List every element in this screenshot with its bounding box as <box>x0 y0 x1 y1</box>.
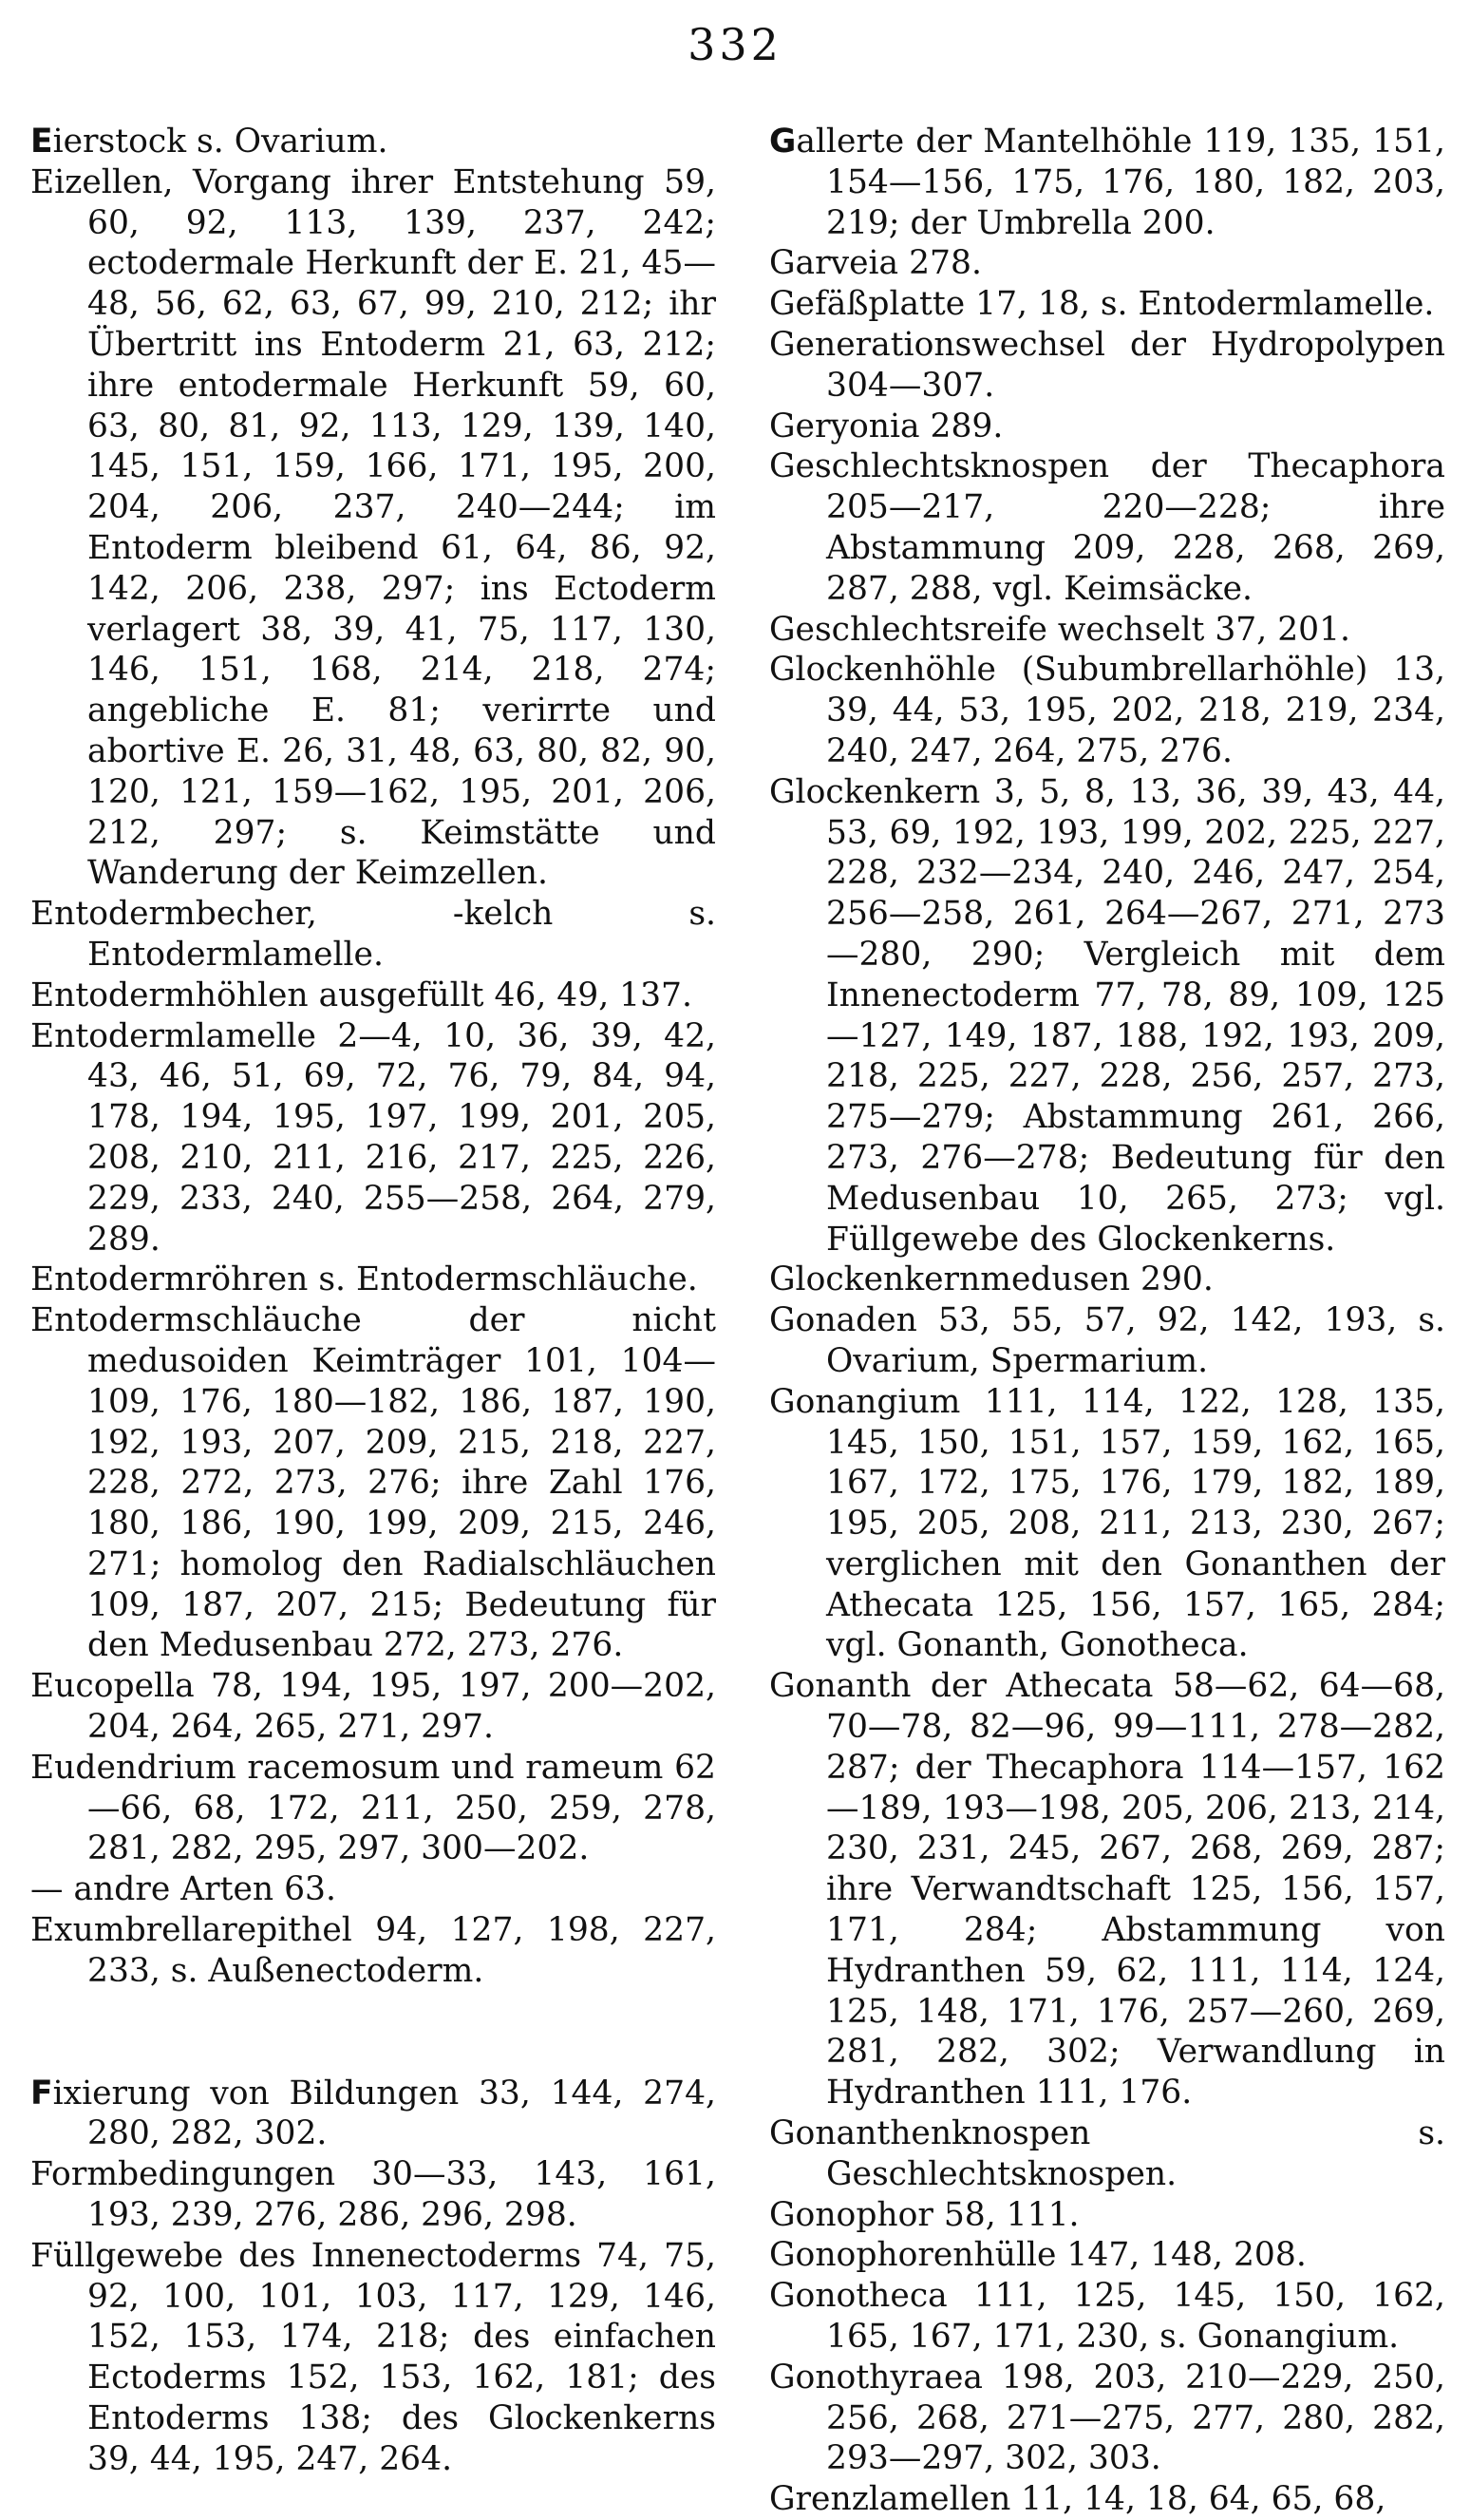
index-entry <box>30 2074 716 2155</box>
entry-text: Geschlechtsreife wechselt 37, 201. <box>769 610 1351 649</box>
entry-text: Formbedingungen 30—33, 143, 161, 193, 239, 276, 286, 296, 298. <box>30 2155 716 2235</box>
entry-text: Gonothyraea 198, 203, 210—229, 250, 256, 268, 271—275, 277, 280, 282, 293—297, 302, 303. <box>769 2358 1445 2478</box>
index-entry <box>769 2113 1445 2195</box>
index-entry <box>30 1260 716 1300</box>
index-entry <box>769 1382 1445 1667</box>
index-entry <box>30 1910 716 1992</box>
index-entry <box>30 1666 716 1748</box>
entry-text: ierstock s. Ovarium. <box>52 123 388 161</box>
section-gap <box>30 1992 716 2074</box>
index-entry <box>769 2195 1445 2236</box>
entry-text: Glockenhöhle (Subumbrellarhöhle) 13, 39, 44, 53, 195, 202, 218, 219, 234, 240, 247, 264, 275, 276. <box>769 651 1445 770</box>
section-initial: G <box>769 123 797 161</box>
entry-text: Eucopella 78, 194, 195, 197, 200—202, 204, 264, 265, 271, 297. <box>30 1667 716 1747</box>
index-entry <box>30 976 716 1016</box>
entry-text: Gonanth der Athecata 58—62, 64—68, 70—78, 82—96, 99—111, 278—282, 287; der Thecaphora 114—157, 162 —189, 193—198, 205, 206, 213, 214, 230, 231, 245, 267, 268, 269, 287; ihre Verwandtschaft 125, 156, 157, 171, 284; Abstammung von Hydranthen 59, 62, 111, 114, 124, 125, 148, 171, 176, 257—260, 269, 281, 282, 302; Verwandlung in Hydranthen 111, 176. <box>769 1667 1445 2113</box>
entry-text: Glockenkern 3, 5, 8, 13, 36, 39, 43, 44, 53, 69, 192, 193, 199, 202, 225, 227, 228, 232—234, 240, 246, 247, 254, 256—258, 261, 264—267, 271, 273 —280, 290; Vergleich mit dem Innenectoderm 77, 78, 89, 109, 125 —127, 149, 187, 188, 192, 193, 209, 218, 225, 227, 228, 256, 257, 273, 275—279; Abstammung 261, 266, 273, 276—278; Bedeutung für den Medusenbau 10, 265, 273; vgl. Füllgewebe des Glockenkerns. <box>769 772 1445 1259</box>
entry-text: Glockenkernmedusen 290. <box>769 1260 1214 1299</box>
index-entry <box>769 325 1445 407</box>
entry-text: Entodermröhren s. Entodermschläuche. <box>30 1260 698 1299</box>
index-entry <box>30 1016 716 1260</box>
entry-text: Entodermbecher, -kelch s. Entodermlamelle. <box>30 895 716 974</box>
entry-text: Generationswechsel der Hydropolypen 304—307. <box>769 325 1445 405</box>
entry-text: Entodermschläuche der nicht medusoiden Keimträger 101, 104—109, 176, 180—182, 186, 187, 190, 192, 193, 207, 209, 215, 218, 227, 228, 272, 273, 276; ihre Zahl 176, 180, 186, 190, 199, 209, 215, 246, 271; homolog den Radialschläuchen 109, 187, 207, 215; Bedeutung für den Medusenbau 272, 273, 276. <box>30 1301 716 1665</box>
index-entry <box>30 2154 716 2236</box>
section-initial: E <box>30 123 53 161</box>
index-entry <box>769 1300 1445 1382</box>
entry-text: Gonotheca 111, 125, 145, 150, 162, 165, 167, 171, 230, s. Gonangium. <box>769 2277 1445 2357</box>
index-column-left <box>30 122 716 2480</box>
index-entry <box>769 1666 1445 2113</box>
entry-text: Grenzlamellen 11, 14, 18, 64, 65, 68, <box>769 2480 1386 2519</box>
entry-text: Geryonia 289. <box>769 407 1004 445</box>
entry-text: Entodermlamelle 2—4, 10, 36, 39, 42, 43, 46, 51, 69, 72, 76, 79, 84, 94, 178, 194, 195, 197, 199, 201, 205, 208, 210, 211, 216, 217, 225, 226, 229, 233, 240, 255—258, 264, 279, 289. <box>30 1016 716 1259</box>
entry-text: Entodermhöhlen ausgefüllt 46, 49, 137. <box>30 976 692 1014</box>
entry-text: Eizellen, Vorgang ihrer Entstehung 59, 60, 92, 113, 139, 237, 242; ectodermale Herkunft der E. 21, 45—48, 56, 62, 63, 67, 99, 210, 212; ihr Übertritt ins Entoderm 21, 63, 212; ihre entodermale Herkunft 59, 60, 63, 80, 81, 92, 113, 129, 139, 140, 145, 151, 159, 166, 171, 195, 200, 204, 206, 237, 240—244; im Entoderm bleibend 61, 64, 86, 92, 142, 206, 238, 297; ins Ectoderm verlagert 38, 39, 41, 75, 117, 130, 146, 151, 168, 214, 218, 274; angebliche E. 81; verirrte und abortive E. 26, 31, 48, 63, 80, 82, 90, 120, 121, 159—162, 195, 201, 206, 212, 297; s. Keimstätte und Wanderung der Keimzellen. <box>30 162 716 893</box>
index-entry <box>769 243 1445 284</box>
entry-text: Exumbrellarepithel 94, 127, 198, 227, 233, s. Außenectoderm. <box>30 1911 716 1990</box>
index-entry <box>769 1260 1445 1300</box>
index-entry <box>30 2236 716 2480</box>
index-entry <box>769 650 1445 771</box>
index-entry <box>30 1748 716 1869</box>
index-entry <box>30 162 716 894</box>
index-entry <box>30 894 716 976</box>
index-entry <box>769 407 1445 447</box>
entry-text: Gonangium 111, 114, 122, 128, 135, 145, 150, 151, 157, 159, 162, 165, 167, 172, 175, 176, 179, 182, 189, 195, 205, 208, 211, 213, 230, 267; verglichen mit den Gonanthen der Athecata 125, 156, 157, 165, 284; vgl. Gonanth, Gonotheca. <box>769 1382 1445 1665</box>
page-number: 332 <box>688 19 782 70</box>
entry-text: Gonanthenknospen s. Geschlechtsknospen. <box>769 2114 1445 2193</box>
section-initial: F <box>30 2074 53 2113</box>
entry-text: Gefäßplatte 17, 18, s. Entodermlamelle. <box>769 285 1435 324</box>
index-entry <box>769 2235 1445 2276</box>
index-column-right <box>769 122 1445 2520</box>
index-entry <box>30 1300 716 1666</box>
entry-text: Garveia 278. <box>769 244 982 283</box>
index-entry <box>769 122 1445 243</box>
index-entry <box>769 772 1445 1260</box>
entry-text: Gonophor 58, 111. <box>769 2195 1080 2234</box>
index-entry <box>769 446 1445 609</box>
entry-text: — andre Arten 63. <box>30 1870 336 1909</box>
index-entry <box>30 122 716 162</box>
index-entry <box>769 2479 1445 2520</box>
entry-text: Gonophorenhülle 147, 148, 208. <box>769 2236 1307 2275</box>
index-entry <box>769 2276 1445 2358</box>
entry-text: Eudendrium racemosum und rameum 62—66, 68, 172, 211, 250, 259, 278, 281, 282, 295, 297, 300—202. <box>30 1748 716 1868</box>
entry-text: allerte der Mantelhöhle 119, 135, 151, 154—156, 175, 176, 180, 182, 203, 219; der Umbrella 200. <box>796 123 1445 242</box>
entry-text: Füllgewebe des Innenectoderms 74, 75, 92, 100, 101, 103, 117, 129, 146, 152, 153, 174, 218; des einfachen Ectoderms 152, 153, 162, 181; des Entoderms 138; des Glockenkerns 39, 44, 195, 247, 264. <box>30 2236 716 2478</box>
entry-text: Geschlechtsknospen der Thecaphora 205—217, 220—228; ihre Abstammung 209, 228, 268, 269, 287, 288, vgl. Keimsäcke. <box>769 447 1445 608</box>
index-entry <box>769 2358 1445 2479</box>
index-entry <box>769 284 1445 325</box>
index-entry <box>30 1869 716 1910</box>
entry-text: Gonaden 53, 55, 57, 92, 142, 193, s. Ovarium, Spermarium. <box>769 1301 1445 1380</box>
entry-text: ixierung von Bildungen 33, 144, 274, 280, 282, 302. <box>52 2074 716 2153</box>
index-entry <box>769 610 1445 651</box>
